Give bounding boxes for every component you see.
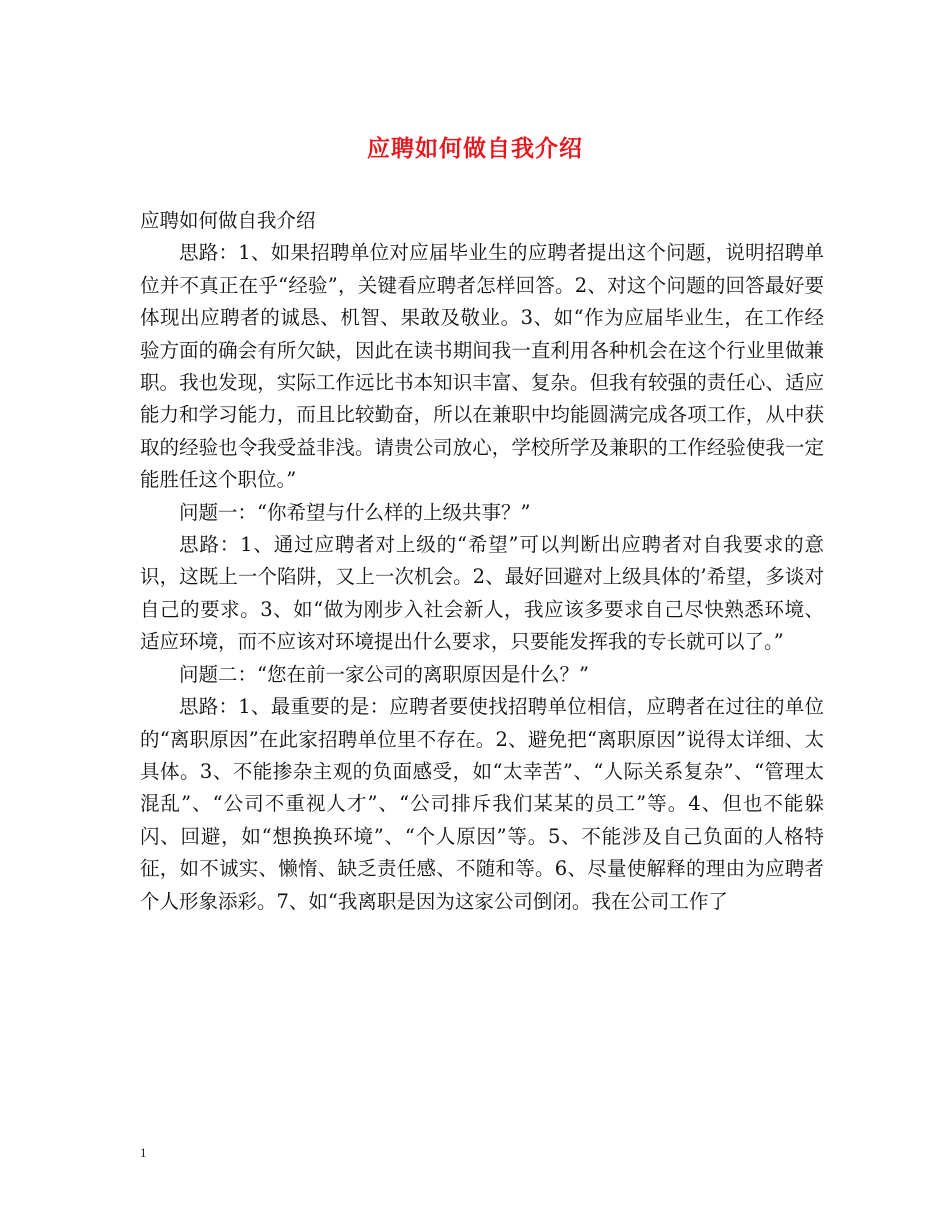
paragraph-question-one-approach: 思路：1、通过应聘者对上级的“希望”可以判断出应聘者对自我要求的意识，这既上一个陷阱，又上一次机会。2、最好回避对上级具体的’希望，多谈对自己的要求。3、如“做为刚步入社会新人，我应该多要求自己尽快熟悉环境、适应环境，而不应该对环境提出什么要求，只要能发挥我的专长就可以了。” [140,533,824,654]
paragraph-question-two: 问题二：“您在前一家公司的离职原因是什么？” [179,662,589,686]
paragraph-question-one: 问题一：“你希望与什么样的上级共事？” [179,500,531,524]
paragraph-question-two-approach: 思路：1、最重要的是：应聘者要使找招聘单位相信，应聘者在过往的单位的“离职原因”在此家招聘单位里不存在。2、避免把“离职原因”说得太详细、太具体。3、不能掺杂主观的负面感受，如“太幸苦”、“人际关系复杂”、“管理太混乱”、“公司不重视人才”、“公司排斥我们某某的员工”等。4、但也不能躲闪、回避，如“想换换环境”、“个人原因”等。5、不能涉及自己负面的人格特征，如不诚实、懒惰、缺乏责任感、不随和等。6、尽量使解释的理由为应聘者个人形象添彩。7、如“我离职是因为这家公司倒闭。我在公司工作了 [140,695,824,913]
paragraph-intro-approach: 思路：1、如果招聘单位对应届毕业生的应聘者提出这个问题，说明招聘单位并不真正在乎“经验”，关键看应聘者怎样回答。2、对这个问题的回答最好要体现出应聘者的诚恳、机智、果敢及敬业。3、如“作为应届毕业生，在工作经验方面的确会有所欠缺，因此在读书期间我一直利用各种机会在这个行业里做兼职。我也发现，实际工作远比书本知识丰富、复杂。但我有较强的责任心、适应能力和学习能力，而且比较勤奋，所以在兼职中均能圆满完成各项工作，从中获取的经验也令我受益非浅。请贵公司放心，学校所学及兼职的工作经验使我一定能胜任这个职位。” [140,241,824,492]
document-title: 应聘如何做自我介绍 [367,135,583,162]
paragraph-subtitle: 应聘如何做自我介绍 [140,209,316,232]
page-number: 1 [140,1145,147,1160]
document-body [140,205,824,918]
